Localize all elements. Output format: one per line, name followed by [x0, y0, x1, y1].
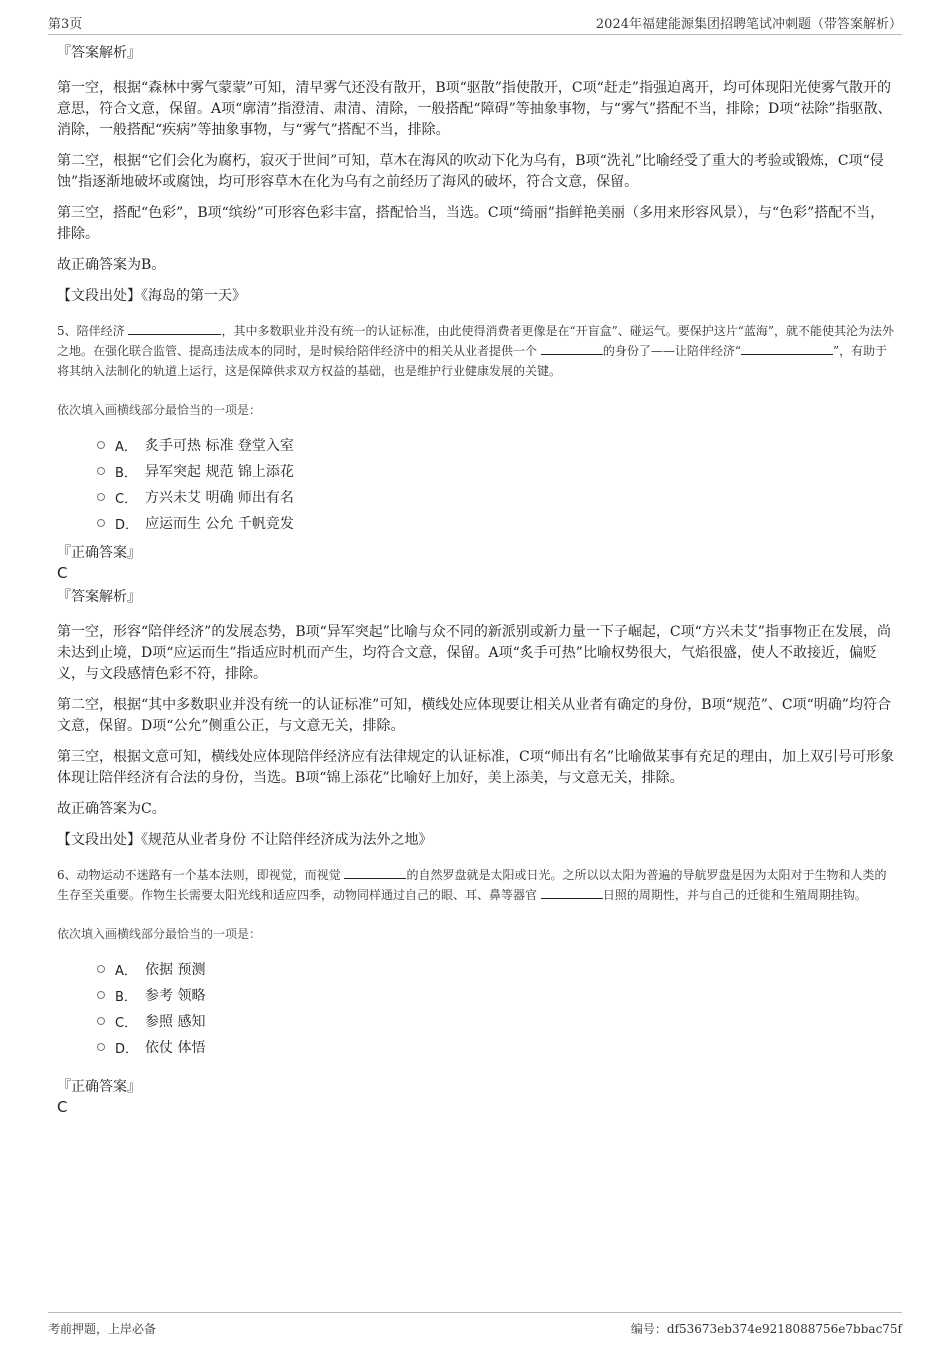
radio-icon[interactable]: [97, 965, 105, 973]
page-content: [57, 40, 895, 1116]
q6-options: [57, 956, 895, 1060]
radio-icon[interactable]: [97, 991, 105, 999]
blank: [344, 867, 406, 879]
q5-options: [57, 432, 895, 536]
radio-icon[interactable]: [97, 441, 105, 449]
q6-answer: C: [57, 1098, 68, 1116]
radio-icon[interactable]: [97, 1017, 105, 1025]
q4-analysis-p3: 第三空，搭配“色彩”，B项“缤纷”可形容色彩丰富，搭配恰当，当选。C项“绮丽”指鲜艳美丽（多用来形容风景），与“色彩”搭配不当，排除。: [57, 205, 885, 242]
q4-analysis-p2: 第二空，根据“它们会化为腐朽，寂灭于世间”可知，草木在海风的吹动下化为乌有，B项“洗礼”比喻经受了重大的考验或锻炼，C项“侵蚀”指逐渐地破坏或腐蚀，均可形容草木在化为乌有之前经历了海风的破坏，符合文意，保留。: [57, 153, 884, 190]
blank: [741, 343, 833, 355]
option-c[interactable]: C． 方兴未艾 明确 师出有名: [57, 484, 895, 510]
blank: [128, 323, 221, 335]
q4-source: 【文段出处】《海岛的第一天》: [57, 288, 246, 304]
q5-analysis-p2: 第二空，根据“其中多数职业并没有统一的认证标准”可知，横线处应体现要让相关从业者有确定的身份，B项“规范”、C项“明确”均符合文意，保留。D项“公允”侧重公正，与文意无关，排除。: [57, 697, 891, 734]
q5-analysis-p3: 第三空，根据文意可知，横线处应体现陪伴经济应有法律规定的认证标准，C项“师出有名”比喻做某事有充足的理由，加上双引号可形象体现让陪伴经济有合法的身份，当选。B项“锦上添花”比喻好上加好，美上添美，与文意无关，排除。: [57, 749, 895, 786]
radio-icon[interactable]: [97, 493, 105, 501]
q4-conclusion: 故正确答案为B。: [57, 257, 166, 273]
page-number: 第3页: [48, 17, 83, 32]
correct-answer-label: 『正确答案』: [57, 545, 141, 561]
option-b[interactable]: B． 参考 领略: [57, 982, 895, 1008]
option-a[interactable]: A． 炙手可热 标准 登堂入室: [57, 432, 895, 458]
option-c[interactable]: C． 参照 感知: [57, 1008, 895, 1034]
q5-conclusion: 故正确答案为C。: [57, 801, 166, 817]
correct-answer-label: 『正确答案』: [57, 1079, 141, 1095]
analysis-label: 『答案解析』: [57, 589, 141, 605]
question-6: [57, 865, 895, 1116]
radio-icon[interactable]: [97, 1043, 105, 1051]
option-d[interactable]: D． 应运而生 公允 千帆竞发: [57, 510, 895, 536]
q6-stem: 6、动物运动不迷路有一个基本法则，即视觉，而视觉 的自然罗盘就是太阳或日光。之所以以太阳为普遍的导航罗盘是因为太阳对于生物和人类的生存至关重要。作物生长需要太阳光线和适应四季，动物同样通过自己的眼、耳、鼻等器官 日照的周期性，并与自己的迁徙和生殖周期挂钩。: [57, 868, 887, 902]
q5-prompt: 依次填入画横线部分最恰当的一项是：: [57, 403, 262, 417]
q5-answer: C: [57, 564, 68, 582]
analysis-label: 『答案解析』: [57, 45, 141, 61]
q6-prompt: 依次填入画横线部分最恰当的一项是：: [57, 927, 262, 941]
radio-icon[interactable]: [97, 519, 105, 527]
page-header: [48, 12, 902, 35]
option-a[interactable]: A． 依据 预测: [57, 956, 895, 982]
radio-icon[interactable]: [97, 467, 105, 475]
document-title: 2024年福建能源集团招聘笔试冲刺题（带答案解析）: [595, 17, 902, 32]
q4-analysis-p1: 第一空，根据“森林中雾气蒙蒙”可知，清早雾气还没有散开，B项“驱散”指使散开，C项“赶走”指强迫离开，均可体现阳光使雾气散开的意思，符合文意，保留。A项“廓清”指澄清、肃清、清除，一般搭配“障碍”等抽象事物，与“雾气”搭配不当，排除；D项“祛除”指驱散、消除，一般搭配“疾病”等抽象事物，与“雾气”搭配不当，排除。: [57, 80, 892, 138]
page-footer: [48, 1312, 902, 1337]
option-b[interactable]: B． 异军突起 规范 锦上添花: [57, 458, 895, 484]
option-d[interactable]: D． 依仗 体悟: [57, 1034, 895, 1060]
q5-source: 【文段出处】《规范从业者身份 不让陪伴经济成为法外之地》: [57, 832, 433, 848]
footer-slogan: 考前押题，上岸必备: [48, 1322, 157, 1336]
blank: [541, 343, 603, 355]
q5-stem: 5、陪伴经济 ，其中多数职业并没有统一的认证标准，由此使得消费者更像是在“开盲盒”、碰运气。要保护这片“蓝海”，就不能使其沦为法外之地。在强化联合监管、提高违法成本的同时，是时候给陪伴经济中的相关从业者提供一个 的身份了——让陪伴经济“ ”，有助于将其纳入法制化的轨道上运行，这是保障供求双方权益的基础，也是维护行业健康发展的关键。: [57, 324, 895, 378]
blank: [541, 887, 603, 899]
question-5: [57, 321, 895, 851]
document-id: 编号：df53673eb374e9218088756e7bbac75f: [630, 1322, 902, 1336]
q5-analysis-p1: 第一空，形容“陪伴经济”的发展态势，B项“异军突起”比喻与众不同的新派别或新力量一下子崛起，C项“方兴未艾”指事物正在发展，尚未达到止境，D项“应运而生”指适应时机而产生，均符合文意，保留。A项“炙手可热”比喻权势很大，气焰很盛，使人不敢接近，偏贬义，与文段感情色彩不符，排除。: [57, 624, 891, 682]
